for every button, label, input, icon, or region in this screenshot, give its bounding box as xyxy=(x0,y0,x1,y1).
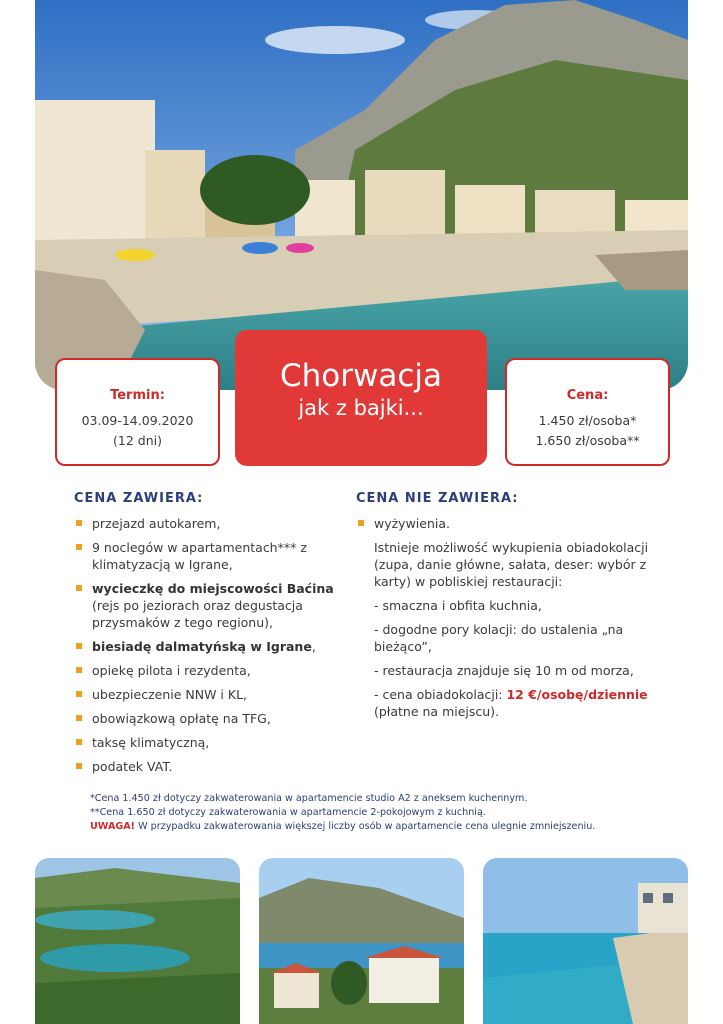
list-item: - restauracja znajduje się 10 m od morza, xyxy=(374,663,634,678)
term-dates: 03.09-14.09.2020 xyxy=(81,413,194,428)
list-item: wyżywienia. xyxy=(356,515,666,532)
list-item: ubezpieczenie NNW i KL, xyxy=(74,686,344,703)
pebble-beach-photo xyxy=(483,858,688,1024)
title-box xyxy=(235,330,487,466)
term-box xyxy=(55,358,220,466)
includes-heading: CENA ZAWIERA: xyxy=(74,491,204,506)
dinner-price-line: - cena obiadokolacji: 12 €/osobę/dziennie (płatne na miejscu). xyxy=(374,687,648,719)
warning-label: UWAGA! xyxy=(90,821,136,832)
footnote-1: *Cena 1.450 zł dotyczy zakwaterowania w apartamencie studio A2 z aneksem kuchennym. xyxy=(90,793,528,804)
coastal-town-photo xyxy=(259,858,464,1024)
excludes-list xyxy=(356,515,666,720)
lakes-valley-photo xyxy=(35,858,240,1024)
footnote-2: **Cena 1.650 zł dotyczy zakwaterowania w apartamencie 2-pokojowym z kuchnią. xyxy=(90,807,486,818)
title-sub: jak z bajki... xyxy=(298,396,424,420)
list-item: przejazd autokarem, xyxy=(74,515,344,532)
list-item: biesiadę dalmatyńską w Igrane, xyxy=(74,638,344,655)
price-box xyxy=(505,358,670,466)
excludes-section xyxy=(356,490,666,727)
title-main: Chorwacja xyxy=(279,358,442,394)
term-label: Termin: xyxy=(110,388,165,403)
price-label: Cena: xyxy=(566,388,609,403)
list-item: opiekę pilota i rezydenta, xyxy=(74,662,344,679)
list-item: wycieczkę do miejscowości Baćina (rejs po jeziorach oraz degustacja przysmaków z tego regionu), xyxy=(74,580,344,631)
footnotes xyxy=(90,792,650,834)
includes-section xyxy=(74,490,344,782)
footnote-3: UWAGA! W przypadku zakwaterowania większej liczby osób w apartamencie cena ulegnie zmniejszeniu. xyxy=(90,821,596,832)
list-item: taksę klimatyczną, xyxy=(74,734,344,751)
list-item: 9 noclegów w apartamentach*** z klimatyzacją w Igrane, xyxy=(74,539,344,573)
dinner-price: 12 €/osobę/dziennie xyxy=(506,687,648,702)
list-item: obowiązkową opłatę na TFG, xyxy=(74,710,344,727)
list-item: podatek VAT. xyxy=(74,758,344,775)
price-studio: 1.450 zł/osoba* xyxy=(538,413,637,428)
excludes-heading: CENA NIE ZAWIERA: xyxy=(356,491,519,506)
term-duration: (12 dni) xyxy=(113,433,162,448)
list-item: - smaczna i obfita kuchnia, xyxy=(374,598,542,613)
list-item: - dogodne pory kolacji: do ustalenia „na bieżąco”, xyxy=(374,622,624,654)
price-apartment: 1.650 zł/osoba** xyxy=(535,433,640,448)
excludes-intro: Istnieje możliwość wykupienia obiadokolacji (zupa, danie główne, sałata, deser: wybór z karty) w pobliskiej restauracji: xyxy=(374,540,649,589)
includes-list xyxy=(74,515,344,775)
